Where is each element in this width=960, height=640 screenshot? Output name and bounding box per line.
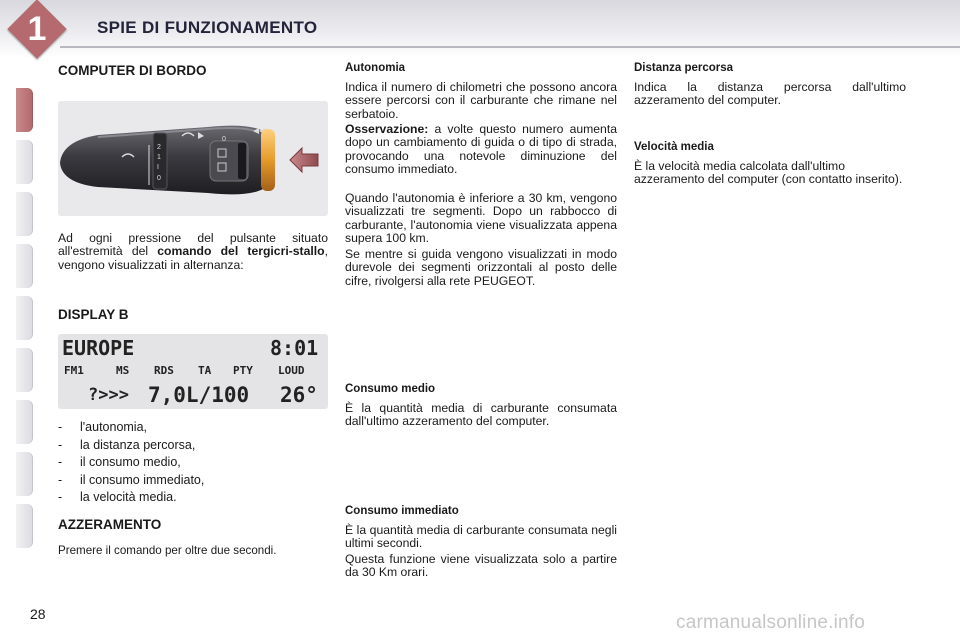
display-items-list [58, 419, 204, 507]
intro-paragraph [58, 232, 328, 272]
chapter-number: 1 [27, 10, 47, 48]
chapter-tab-3[interactable] [16, 192, 33, 236]
lcd-row2-item: FM1 [64, 364, 84, 377]
list-item: - l'autonomia, [58, 420, 148, 434]
lcd-temperature: 26° [280, 383, 318, 407]
lcd-row2-item: TA [198, 364, 212, 377]
section-title-computer: COMPUTER DI BORDO [58, 63, 207, 78]
osservazione-paragraph [345, 123, 617, 176]
autonomia-text: Indica il numero di chilometri che possono ancora essere percorsi con il carburante che rimane nel serbatoio. [345, 80, 617, 121]
osservazione-label: Osservazione: [345, 122, 429, 136]
intro-bold: comando del tergicri-stallo [157, 244, 325, 259]
chapter-tab-8[interactable] [16, 452, 33, 496]
list-item: - la distanza percorsa, [58, 437, 196, 452]
svg-text:0: 0 [157, 175, 161, 182]
lcd-row2-item: LOUD [278, 364, 305, 377]
lcd-row2-item: PTY [233, 364, 253, 377]
header-divider [60, 46, 960, 48]
wiper-stalk-drawing [58, 101, 328, 216]
section-title-reset: AZZERAMENTO [58, 517, 162, 532]
chapter-tab-6[interactable] [16, 348, 33, 392]
svg-text:0: 0 [222, 136, 226, 143]
autonomia-title: Autonomia [345, 62, 406, 74]
lcd-row1-left: EUROPE [62, 336, 135, 360]
consumo-medio-title: Consumo medio [345, 383, 436, 395]
list-item: - la velocità media. [58, 490, 177, 504]
lcd-display [58, 334, 328, 409]
section-title-display: DISPLAY B [58, 307, 129, 322]
distanza-title: Distanza percorsa [634, 62, 734, 74]
chapter-tab-4[interactable] [16, 244, 33, 288]
svg-text:1: 1 [157, 154, 161, 161]
chapter-tab-1[interactable] [16, 88, 33, 132]
chapter-tab-9[interactable] [16, 504, 33, 548]
velocita-text: È la velocità media calcolata dall'ultimo azzeramento del computer (con contatto inserito). [634, 159, 903, 187]
lcd-row2-item: RDS [154, 364, 174, 377]
intro-text-a: Ad ogni pressione del pulsante situato all'estremità del [58, 231, 328, 259]
display-b-illustration [58, 334, 328, 409]
consumo-immediato-text: È la quantità media di carburante consumata negli ultimi secondi. [345, 523, 617, 551]
page-title: SPIE DI FUNZIONAMENTO [97, 18, 318, 37]
osservazione-text: a volte questo numero aumenta dopo un cambiamento di guida o di tipo di strada, provocando una notevole diminuzione del consumo immediato. [345, 122, 617, 176]
svg-text:I: I [157, 164, 159, 171]
lcd-arrows: ?>>> [88, 385, 129, 405]
wiper-stalk-illustration [58, 101, 328, 216]
consumo-medio-text: È la quantità media di carburante consumata dall'ultimo azzeramento del computer. [345, 401, 617, 429]
list-item: - il consumo immediato, [58, 472, 205, 487]
lcd-row1-right: 8:01 [270, 336, 319, 360]
consumo-immediato-text-2: Questa funzione viene visualizzata solo a partire da 30 Km orari. [345, 552, 617, 580]
chapter-tab-5[interactable] [16, 296, 33, 340]
chapter-tab-7[interactable] [16, 400, 33, 444]
chapter-tab-2[interactable] [16, 140, 33, 184]
intro-text-b: , vengono visualizzati in alternanza: [58, 244, 328, 272]
lcd-consumption-value: 7,0L/100 [148, 383, 250, 407]
reset-text: Premere il comando per oltre due secondi. [58, 544, 277, 557]
autonomia-paragraph-3: Quando l'autonomia è inferiore a 30 km, vengono visualizzati tre segmenti. Dopo un rabbocco di carburante, l'autonomia viene visualizzata appena supera 100 km. [345, 191, 617, 245]
chapter-tabs [0, 70, 34, 580]
autonomia-paragraph-4: Se mentre si guida vengono visualizzati in modo durevole dei segmenti orizzontali al posto delle cifre, rivolgersi alla rete PEUGEOT. [345, 247, 617, 288]
list-item: - il consumo medio, [58, 455, 181, 469]
page-number: 28 [30, 606, 46, 622]
consumo-immediato-title: Consumo immediato [345, 505, 459, 517]
lcd-row2-item: MS [116, 364, 130, 377]
watermark: carmanualsonline.info [676, 612, 866, 633]
velocita-title: Velocità media [634, 141, 714, 153]
svg-text:2: 2 [157, 144, 161, 151]
distanza-text: Indica la distanza percorsa dall'ultimo azzeramento del computer. [634, 80, 906, 108]
